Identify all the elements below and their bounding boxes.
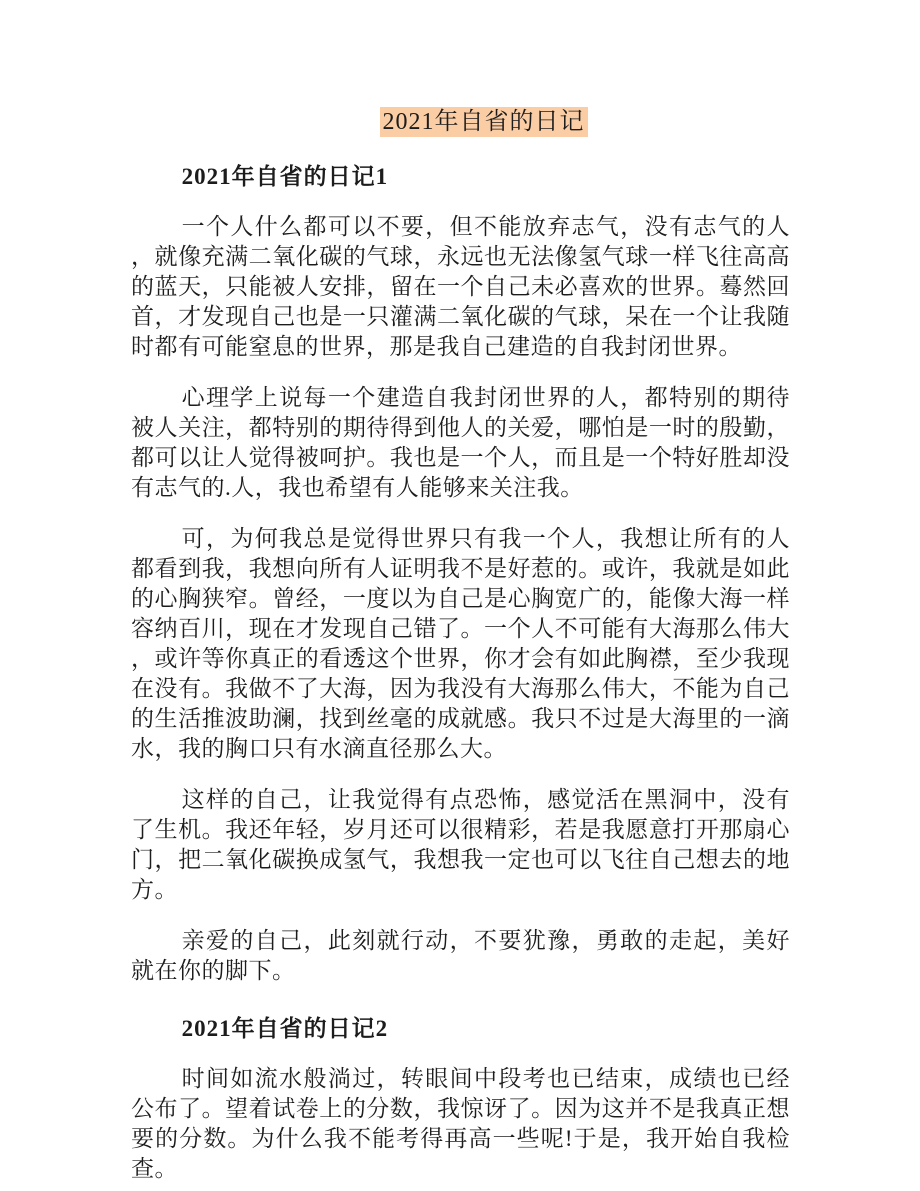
section-1-paragraph-5: 亲爱的自己，此刻就行动，不要犹豫，勇敢的走起，美好就在你的脚下。 xyxy=(131,928,790,983)
section-2-heading: 2021年自省的日记2 xyxy=(181,1016,389,1041)
section-1-paragraph-3: 可，为何我总是觉得世界只有我一个人，我想让所有的人都看到我，我想向所有人证明我不是好惹的。或许，我就是如此的心胸狭窄。曾经，一度以为自己是心胸宽广的，能像大海一样容纳百川，现在才发现自己错了。一个人不可能有大海那么伟大，或许等你真正的看透这个世界，你才会有如此胸襟，至少我现在没有。我做不了大海，因为我没有大海那么伟大，不能为自己的生活推波助澜，找到丝毫的成就感。我只不过是大海里的一滴水，我的胸口只有水滴直径那么大。 xyxy=(131,526,790,761)
section-1-paragraph-1: 一个人什么都可以不要，但不能放弃志气，没有志气的人，就像充满二氧化碳的气球，永远也无法像氢气球一样飞往高高的蓝天，只能被人安排，留在一个自己未必喜欢的世界。蓦然回首，才发现自己也是一只灌满二氧化碳的气球，呆在一个让我随时都有可能窒息的世界，那是我自己建造的自我封闭世界。 xyxy=(131,214,790,359)
section-diary-2 xyxy=(131,1014,790,1184)
section-1-heading: 2021年自省的日记1 xyxy=(181,164,389,189)
section-diary-1 xyxy=(131,162,790,986)
section-2-paragraph-1: 时间如流水般淌过，转眼间中段考也已结束，成绩也已经公布了。望着试卷上的分数，我惊讶了。因为这并不是我真正想要的分数。为什么我不能考得再高一些呢!于是，我开始自我检查。 xyxy=(131,1066,790,1181)
document-title xyxy=(131,106,790,138)
section-1-paragraph-4: 这样的自己，让我觉得有点恐怖，感觉活在黑洞中，没有了生机。我还年轻，岁月还可以很精彩，若是我愿意打开那扇心门，把二氧化碳换成氢气，我想我一定也可以飞往自己想去的地方。 xyxy=(131,787,790,902)
document-title-text: 2021年自省的日记 xyxy=(380,107,588,137)
section-1-paragraph-2: 心理学上说每一个建造自我封闭世界的人，都特别的期待被人关注，都特别的期待得到他人的关爱，哪怕是一时的殷勤，都可以让人觉得被呵护。我也是一个人，而且是一个特好胜却没有志气的.人，我也希望有人能够来关注我。 xyxy=(131,385,790,500)
